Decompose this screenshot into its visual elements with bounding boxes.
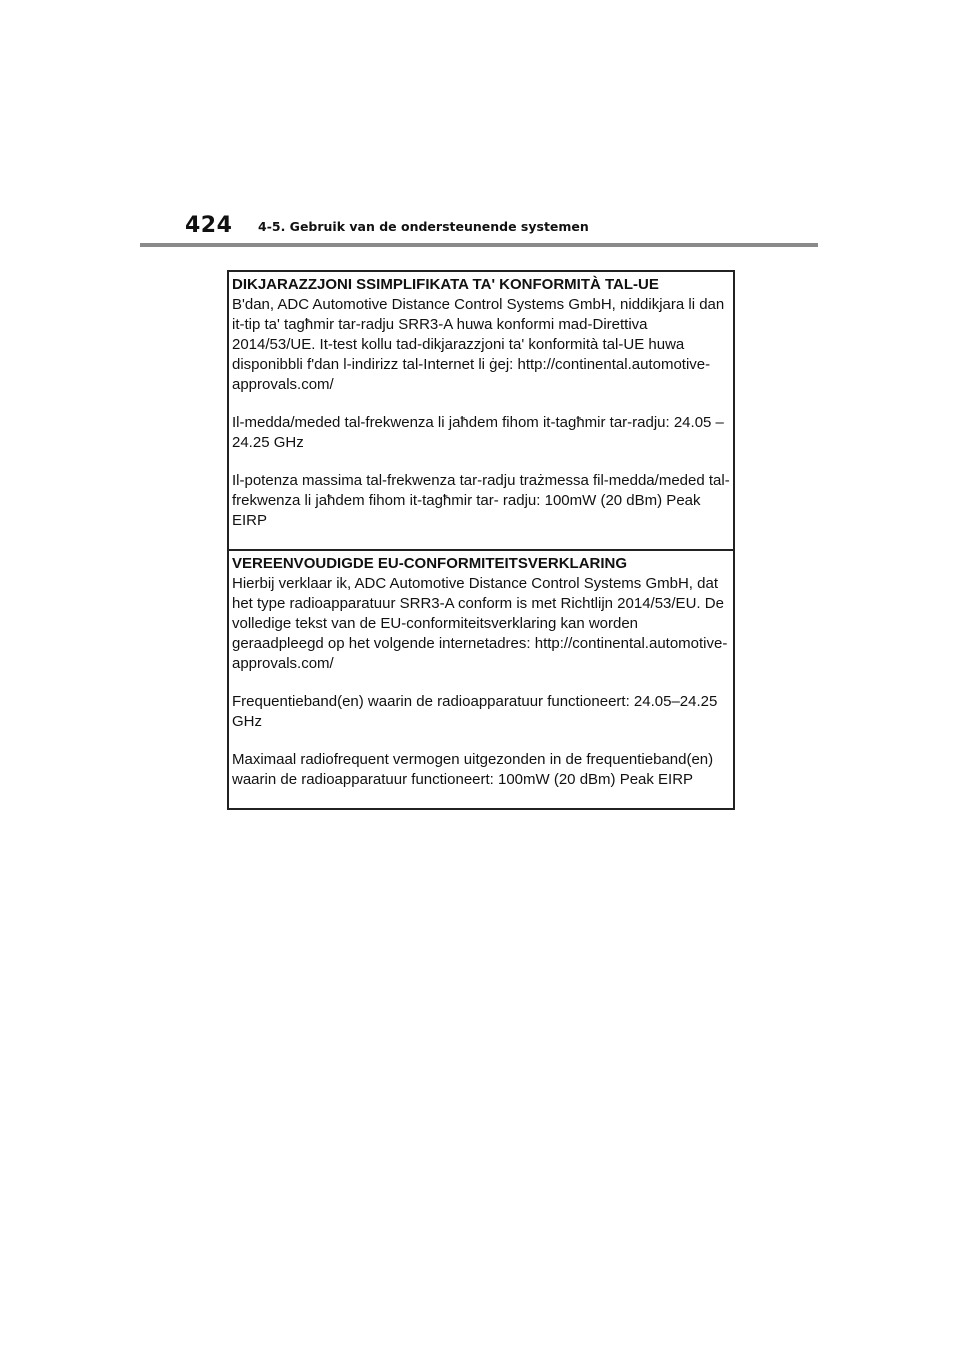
declaration-heading: DIKJARAZZJONI SSIMPLIFIKATA TA' KONFORMITÀ TAL-UE <box>232 276 659 293</box>
page-number: 424 <box>185 213 233 238</box>
declaration-paragraph: Il-medda/meded tal-frekwenza li jaħdem fihom it-tagħmir tar-radju: 24.05 –24.25 GHz <box>232 414 724 451</box>
declaration-paragraph: Maximaal radiofrequent vermogen uitgezonden in de frequentieband(en) waarin de radioapparatuur functioneert: 100mW (20 dBm) Peak EIRP <box>232 751 714 788</box>
declaration-paragraph: Il-potenza massima tal-frekwenza tar-radju trażmessa fil-medda/meded tal-frekwenza li jaħdem fihom it-tagħmir tar- radju: 100mW (20 dBm) Peak EIRP <box>232 472 730 529</box>
declaration-box <box>227 270 735 810</box>
declaration-paragraph: B'dan, ADC Automotive Distance Control Systems GmbH, niddikjara li dan it-tip ta' tagħmir tar-radju SRR3-A huwa konformi mad-Direttiva 2014/53/UE. It-test kollu tad-dikjarazzjoni ta' konformità tal-UE huwa disponibbli f'dan l-indirizz tal-Internet li ġej: http://continental.automotive-approvals.com/ <box>232 296 725 393</box>
section-title: 4-5. Gebruik van de ondersteunende systemen <box>258 219 589 234</box>
declaration-heading: VEREENVOUDIGDE EU-CONFORMITEITSVERKLARING <box>232 555 628 572</box>
declaration-paragraph: Hierbij verklaar ik, ADC Automotive Distance Control Systems GmbH, dat het type radioapparatuur SRR3-A conform is met Richtlijn 2014/53/EU. De volledige tekst van de EU-conformiteitsverklaring kan worden geraadpleegd op het volgende internetadres: http://continental.automotive-approvals.com/ <box>232 575 728 672</box>
declaration-paragraph: Frequentieband(en) waarin de radioapparatuur functioneert: 24.05–24.25 GHz <box>232 693 718 730</box>
header-rule <box>140 243 818 247</box>
declaration-dutch <box>229 549 733 808</box>
declaration-maltese <box>229 272 733 549</box>
